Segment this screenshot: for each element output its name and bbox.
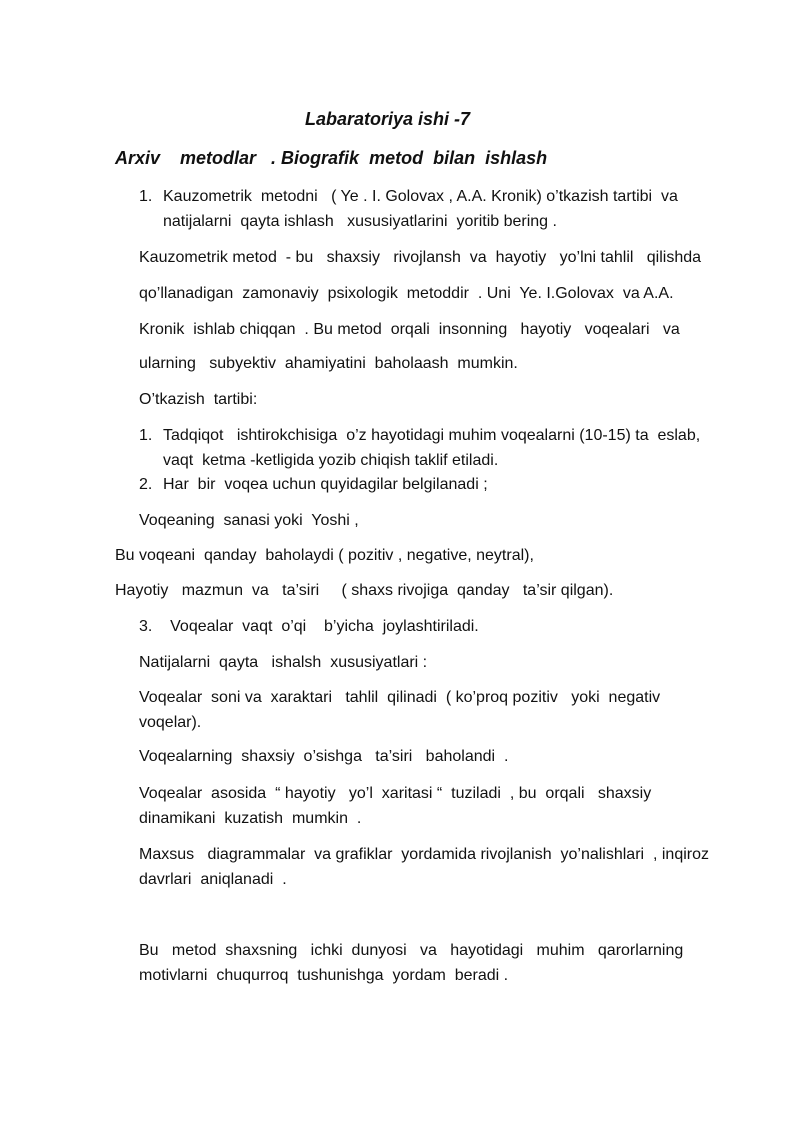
document-subtitle: Arxiv metodlar . Biografik metod bilan ishlash (115, 148, 548, 168)
list-number: 1. (139, 188, 153, 205)
analysis-line: davrlari aniqlanadi . (139, 871, 287, 888)
analysis-line: dinamikani kuzatish mumkin . (139, 810, 362, 827)
analysis-line: voqelar). (139, 714, 202, 731)
step-line: vaqt ketma -ketligida yozib chiqish taklif etiladi. (163, 452, 499, 469)
list-number: 1. (139, 427, 153, 444)
conclusion-line: Bu metod shaxsning ichki dunyosi va hayotidagi muhim qarorlarning (139, 942, 684, 959)
detail-line: Bu voqeani qanday baholaydi ( pozitiv , negative, neytral), (115, 547, 534, 564)
step-line: Har bir voqea uchun quyidagilar belgilanadi ; (163, 476, 488, 493)
question-line: Kauzometrik metodni ( Ye . I. Golovax , A.A. Kronik) o’tkazish tartibi va (163, 188, 678, 205)
step-line: Tadqiqot ishtirokchisiga o’z hayotidagi muhim voqealarni (10-15) ta eslab, (163, 427, 701, 444)
conclusion-line: motivlarni chuqurroq tushunishga yordam beradi . (139, 967, 509, 984)
paragraph-line: Kauzometrik metod - bu shaxsiy rivojlansh va hayotiy yo’lni tahlil qilishda (139, 249, 702, 266)
analysis-line: Voqealar asosida “ hayotiy yo’l xaritasi “ tuziladi , bu orqali shaxsiy (139, 785, 652, 802)
analysis-line: Voqealar soni va xaraktari tahlil qilinadi ( ko’proq pozitiv yoki negativ (139, 689, 661, 706)
document-title: Labaratoriya ishi -7 (305, 109, 471, 129)
list-number: 2. (139, 476, 153, 493)
step-line: 3. Voqealar vaqt o’qi b’yicha joylashtiriladi. (139, 618, 479, 635)
analysis-line: Voqealarning shaxsiy o’sishga ta’siri baholandi . (139, 748, 509, 765)
paragraph-line: Kronik ishlab chiqqan . Bu metod orqali insonning hayotiy voqealari va (139, 321, 680, 338)
paragraph-line: qo’llanadigan zamonaviy psixologik metoddir . Uni Ye. I.Golovax va A.A. (139, 285, 674, 302)
analysis-heading: Natijalarni qayta ishalsh xususiyatlari : (139, 654, 428, 671)
analysis-line: Maxsus diagrammalar va grafiklar yordamida rivojlanish yo’nalishlari , inqiroz (139, 846, 709, 863)
detail-line: Hayotiy mazmun va ta’siri ( shaxs rivojiga qanday ta’sir qilgan). (115, 582, 614, 599)
detail-line: Voqeaning sanasi yoki Yoshi , (139, 512, 359, 529)
question-line: natijalarni qayta ishlash xususiyatlarini yoritib bering . (163, 213, 557, 230)
paragraph-line: ularning subyektiv ahamiyatini baholaash mumkin. (139, 355, 518, 372)
procedure-heading: O’tkazish tartibi: (139, 391, 258, 408)
